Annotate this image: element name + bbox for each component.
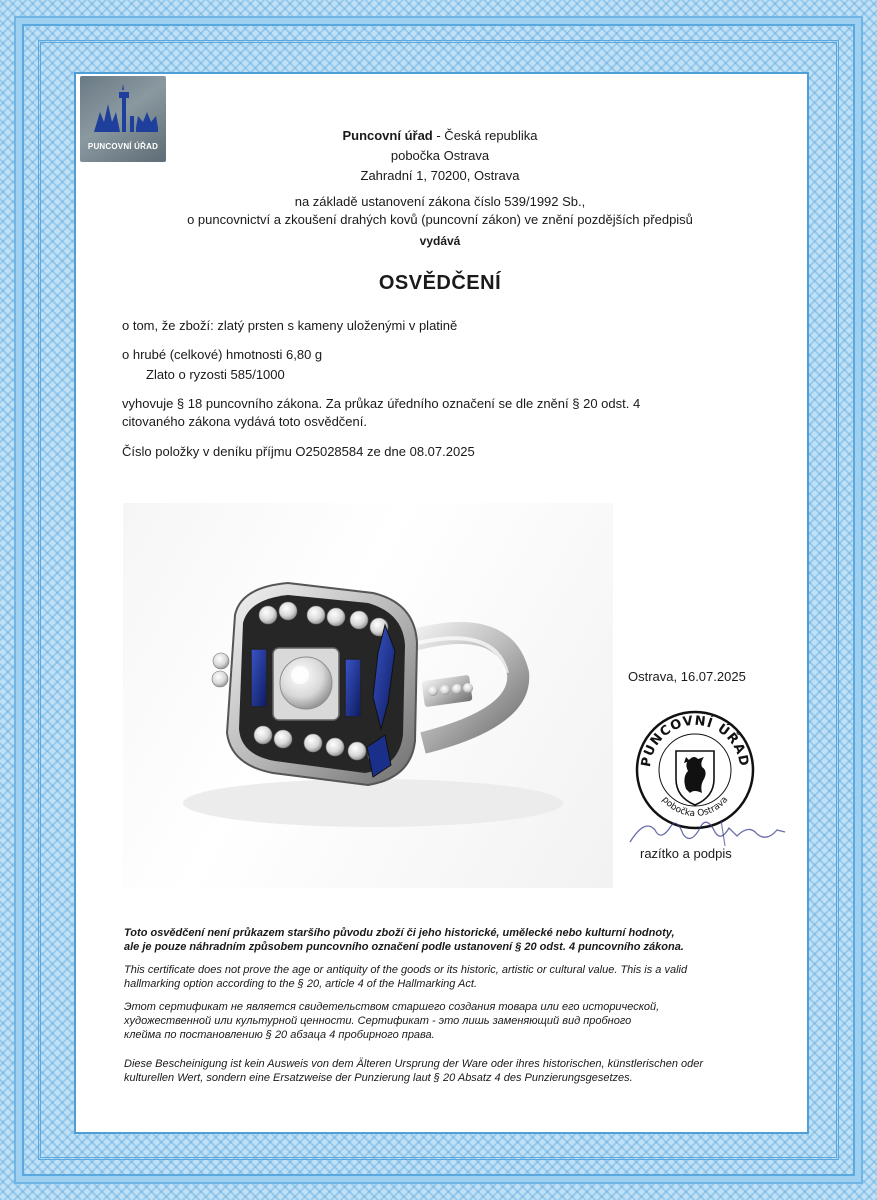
organization-name: Puncovní úřad xyxy=(342,128,433,143)
header-address: Zahradní 1, 70200, Ostrava xyxy=(360,168,520,183)
stamp-signature-label: razítko a podpis xyxy=(640,846,732,861)
stamp-top-text: PUNCOVNÍ ÚŘAD xyxy=(638,713,752,769)
disclaimer-de-line-2: kulturellen Wert, sondern eine Ersatzweise der Punzierung laut § 20 Absatz 4 des Punzierungsgesetzes. xyxy=(124,1072,633,1084)
disclaimer-cz-line-2: ale je pouze náhradním způsobem puncovního označení podle ustanovení § 20 odst. 4 puncovního zákona. xyxy=(124,941,684,953)
item-number: Číslo položky v deníku příjmu O25028584 ze dne 08.07.2025 xyxy=(122,444,475,459)
compliance-line-2: citovaného zákona vydává toto osvědčení. xyxy=(122,414,367,429)
header-law-line-2: o puncovnictví a zkoušení drahých kovů (puncovní zákon) ve znění pozdějších předpisů xyxy=(187,212,693,227)
place-and-date: Ostrava, 16.07.2025 xyxy=(628,669,746,684)
header-organization xyxy=(200,127,680,145)
certificate-title: OSVĚDČENÍ xyxy=(378,272,502,294)
disclaimer-en-line-1: This certificate does not prove the age or antiquity of the goods or its historic, artistic or cultural value. This is a valid xyxy=(124,964,688,976)
header-branch: pobočka Ostrava xyxy=(390,148,490,163)
compliance-line-1: vyhovuje § 18 puncovního zákona. Za průkaz úředního označení se dle znění § 20 odst. 4 xyxy=(122,396,641,411)
stamp-bottom-text: pobočka Ostrava xyxy=(659,794,731,820)
disclaimer-de-line-1: Diese Bescheinigung ist kein Ausweis von dem Älteren Ursprung der Ware oder ihres historischen, künstlerischen oder xyxy=(124,1058,704,1070)
disclaimer-ru-line-2: художественной или культурной ценности. Сертификат - это лишь заменяющий вид пробного xyxy=(124,1015,632,1027)
header-issues: vydává xyxy=(419,234,461,248)
organization-country: - Česká republika xyxy=(432,128,538,143)
logo-caption: PUNCOVNÍ ÚŘAD xyxy=(87,142,159,151)
ring-photo xyxy=(123,503,613,888)
disclaimer-cz-line-1: Toto osvědčení není průkazem staršího původu zboží či jeho historické, umělecké nebo kulturní hodnoty, xyxy=(124,927,675,939)
disclaimer-ru-line-1: Этот сертификат не является свидетельством старшего создания товара или его исторической, xyxy=(124,1001,660,1013)
gross-weight: o hrubé (celkové) hmotnosti 6,80 g xyxy=(122,347,323,362)
disclaimer-en-line-2: hallmarking option according to the § 20, article 4 of the Hallmarking Act. xyxy=(124,978,477,990)
gold-fineness: Zlato o ryzosti 585/1000 xyxy=(146,367,285,382)
assay-office-logo xyxy=(80,76,166,162)
castle-crown-icon xyxy=(86,82,160,142)
goods-description: o tom, že zboží: zlatý prsten s kameny uloženými v platině xyxy=(122,318,458,333)
disclaimer-ru-line-3: клейма по постановлению § 20 абзаца 4 пробирного права. xyxy=(124,1029,435,1041)
header-law-line-1: na základě ustanovení zákona číslo 539/1992 Sb., xyxy=(294,194,586,209)
ring-illustration xyxy=(123,503,613,888)
